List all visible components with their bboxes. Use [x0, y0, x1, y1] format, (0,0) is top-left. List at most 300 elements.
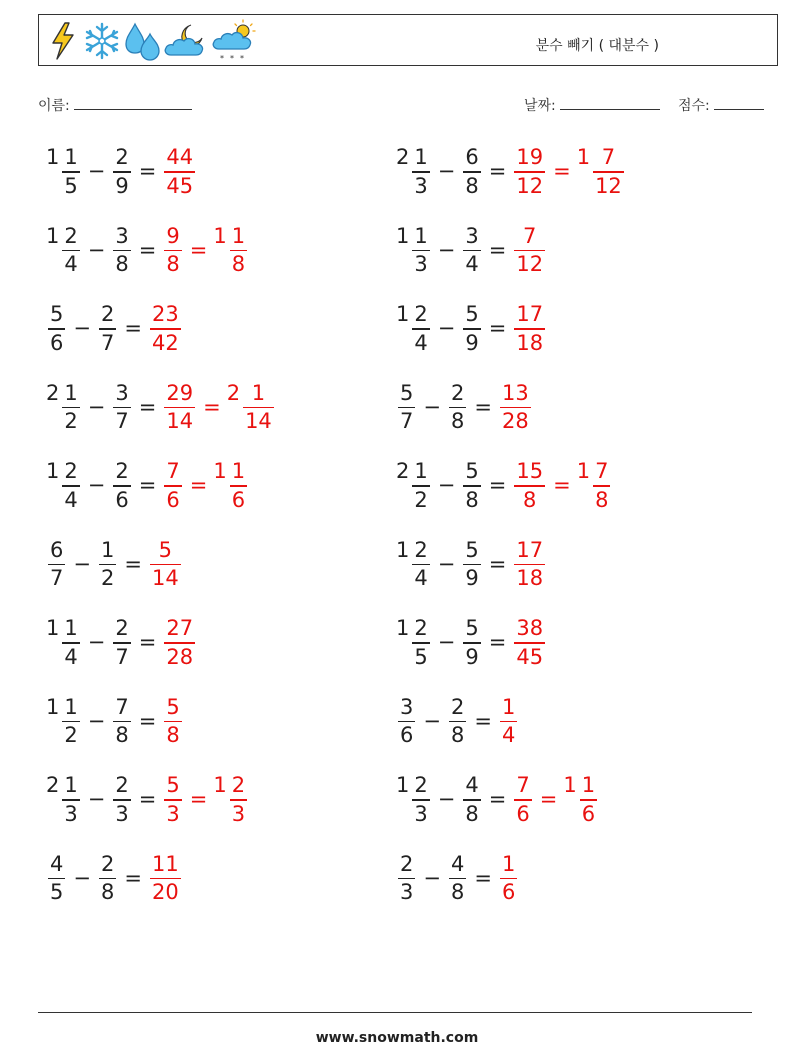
subtrahend-fraction-bar: [113, 407, 130, 409]
minus-sign: −: [423, 394, 441, 419]
subtrahend-denominator: 7: [115, 644, 129, 669]
subtrahend-numerator: 4: [465, 773, 479, 797]
answer-improper: [512, 224, 547, 278]
problem-12: [396, 538, 547, 592]
subtrahend-numerator: 2: [115, 616, 129, 640]
answer-improper-fraction-bar: [164, 721, 181, 723]
subtrahend: [97, 302, 118, 356]
answer-improper: [512, 459, 547, 513]
answer-improper-fraction: [500, 852, 517, 906]
answer-mixed-whole: 1: [213, 773, 227, 797]
problem-19: [46, 852, 183, 906]
minuend: [396, 773, 432, 827]
date-label: 날짜:: [524, 98, 556, 114]
answer-improper-numerator: 13: [501, 380, 529, 405]
minuend-denominator: 2: [64, 723, 78, 748]
minuend-numerator: 5: [50, 302, 64, 326]
problem-15: [46, 695, 184, 749]
snowflake-icon: [81, 21, 123, 61]
subtrahend: [461, 616, 482, 670]
score-field[interactable]: [678, 95, 764, 115]
answer-improper-fraction-bar: [514, 485, 545, 487]
minus-sign: −: [437, 787, 456, 812]
answer-mixed-whole: 1: [576, 459, 591, 483]
answer-mixed-fraction-bar: [593, 171, 624, 173]
answer-improper-denominator: 6: [166, 487, 180, 512]
answer-improper: [498, 695, 519, 749]
answer-improper-denominator: 4: [501, 723, 516, 748]
equals-sign: =: [488, 630, 507, 655]
subtrahend-denominator: 8: [465, 487, 479, 512]
equals-sign: =: [488, 551, 507, 576]
subtrahend-fraction-bar: [463, 564, 480, 566]
answer-mixed-fraction: [230, 459, 247, 513]
subtrahend-fraction: [449, 852, 466, 906]
answer-mixed-numerator: 1: [231, 223, 246, 248]
subtrahend-numerator: 5: [465, 302, 479, 326]
answer-improper-denominator: 6: [516, 801, 530, 826]
answer-improper-numerator: 5: [158, 537, 173, 562]
answer-improper: [148, 852, 183, 906]
answer-mixed: [563, 773, 599, 827]
answer: [512, 773, 599, 827]
answer-improper: [512, 302, 547, 356]
subtrahend-numerator: 2: [450, 380, 465, 405]
subtrahend-denominator: 8: [450, 880, 465, 905]
equals-sign: =: [488, 316, 507, 341]
minuend-fraction-bar: [412, 328, 429, 330]
equals-sign: =: [138, 787, 157, 812]
subtrahend: [111, 224, 132, 278]
answer-mixed-whole: 1: [563, 773, 577, 797]
subtrahend-numerator: 2: [450, 694, 465, 719]
answer: [148, 852, 183, 906]
svg-text:*: *: [240, 54, 244, 63]
answer-improper: [498, 852, 519, 906]
subtrahend: [111, 616, 132, 670]
subtrahend-fraction: [113, 381, 130, 435]
answer-improper-numerator: 1: [501, 851, 516, 876]
answer-improper-fraction: [500, 381, 531, 435]
minuend: [396, 224, 432, 278]
subtrahend-numerator: 2: [100, 851, 115, 876]
minuend: [46, 695, 82, 749]
answer-improper-denominator: 12: [516, 252, 544, 277]
answer-improper-numerator: 1: [501, 694, 516, 719]
minus-sign: −: [73, 551, 91, 576]
answer-mixed: [577, 145, 626, 199]
equals-sign: =: [138, 159, 157, 184]
answer-improper-fraction: [150, 302, 181, 356]
subtrahend-fraction-bar: [449, 407, 466, 409]
subtrahend-fraction-bar: [113, 721, 130, 723]
problem-11: [46, 538, 183, 592]
minuend-numerator: 1: [64, 773, 78, 797]
subtrahend: [461, 224, 482, 278]
subtrahend-denominator: 7: [115, 409, 129, 434]
subtrahend: [111, 695, 132, 749]
answer-improper-numerator: 7: [166, 459, 180, 483]
subtrahend-fraction: [113, 616, 130, 670]
answer-improper-denominator: 28: [166, 644, 194, 669]
answer-improper-fraction: [150, 538, 181, 592]
answer-improper-fraction: [164, 616, 195, 670]
answer-equals-sign: =: [553, 473, 571, 498]
answer-improper-fraction-bar: [150, 328, 181, 330]
subtrahend-fraction-bar: [463, 171, 480, 173]
answer-improper-fraction: [514, 145, 545, 199]
answer-improper: [148, 302, 183, 356]
minus-sign: −: [87, 787, 106, 812]
answer-mixed-fraction: [230, 224, 247, 278]
subtrahend-denominator: 8: [100, 880, 115, 905]
minuend-whole: 2: [396, 459, 410, 483]
answer-mixed-fraction-bar: [593, 485, 610, 487]
minuend-fraction-bar: [62, 642, 79, 644]
answer-mixed-numerator: 7: [601, 145, 616, 169]
subtrahend-denominator: 2: [100, 566, 115, 591]
minuend-denominator: 4: [64, 644, 78, 669]
answer-improper-numerator: 38: [516, 616, 544, 640]
subtrahend-numerator: 5: [465, 616, 479, 640]
problem-7: [46, 381, 276, 435]
minuend-fraction-bar: [412, 485, 429, 487]
answer-mixed-denominator: 8: [231, 252, 246, 277]
minuend-fraction: [398, 381, 415, 435]
minuend-fraction: [412, 145, 429, 199]
minuend-fraction: [412, 616, 429, 670]
minuend-numerator: 1: [64, 380, 78, 405]
equals-sign: =: [474, 394, 492, 419]
minuend-numerator: 6: [50, 537, 64, 562]
answer: [498, 381, 533, 435]
minuend-whole: 1: [46, 145, 60, 169]
answer-improper-fraction-bar: [164, 485, 181, 487]
cloud-sun-snow-icon: [211, 19, 259, 63]
subtrahend-denominator: 8: [465, 173, 479, 198]
answer-improper-denominator: 18: [516, 566, 544, 591]
minuend: [46, 852, 67, 906]
equals-sign: =: [124, 551, 142, 576]
problem-3: [46, 224, 249, 278]
subtrahend-numerator: 3: [115, 380, 129, 405]
minuend-fraction-bar: [62, 485, 79, 487]
minuend-whole: 1: [46, 616, 60, 640]
answer-improper-numerator: 5: [166, 773, 180, 797]
subtrahend-fraction-bar: [449, 721, 466, 723]
minuend-fraction: [62, 459, 79, 513]
answer-improper-denominator: 18: [516, 330, 544, 355]
minuend-fraction-bar: [398, 407, 415, 409]
subtrahend-denominator: 8: [465, 801, 479, 826]
answer-improper-numerator: 7: [516, 773, 530, 797]
minuend-whole: 1: [396, 537, 410, 562]
problem-1: [46, 145, 197, 199]
answer-improper: [162, 224, 183, 278]
subtrahend-fraction: [463, 224, 480, 278]
answer: [148, 538, 183, 592]
answer-improper-numerator: 44: [166, 145, 194, 169]
answer-mixed-whole: 1: [576, 145, 591, 169]
answer-improper-denominator: 45: [516, 644, 544, 669]
answer-improper-numerator: 19: [516, 145, 544, 169]
problem-4: [396, 224, 547, 278]
minuend-numerator: 1: [64, 616, 78, 640]
answer-improper-fraction: [164, 224, 181, 278]
answer-improper-fraction: [164, 145, 195, 199]
minus-sign: −: [87, 708, 106, 733]
answer-improper-denominator: 3: [166, 801, 180, 826]
answer-improper-fraction: [164, 459, 181, 513]
answer-mixed-numerator: 1: [581, 773, 596, 797]
minuend-fraction-bar: [412, 250, 429, 252]
minuend-fraction: [62, 773, 79, 827]
answer-mixed-whole: 1: [213, 459, 227, 483]
subtrahend-fraction: [113, 145, 130, 199]
answer-mixed-fraction: [580, 773, 597, 827]
answer-improper-denominator: 45: [166, 173, 194, 198]
answer-improper-denominator: 8: [523, 487, 537, 512]
svg-text:*: *: [230, 54, 234, 63]
minuend-fraction: [48, 302, 65, 356]
score-blank[interactable]: [714, 96, 764, 110]
answer-improper-numerator: 29: [166, 380, 194, 405]
answer-mixed-denominator: 8: [595, 487, 609, 512]
problem-10: [396, 459, 612, 513]
score-label: 점수:: [678, 98, 710, 114]
minuend-whole: 1: [396, 773, 410, 797]
minuend-numerator: 1: [414, 223, 428, 248]
answer-mixed-whole: 2: [226, 380, 241, 405]
answer-mixed-numerator: 7: [595, 459, 609, 483]
subtrahend: [97, 852, 118, 906]
problem-2: [396, 145, 626, 199]
minuend-numerator: 4: [50, 851, 64, 876]
answer: [162, 459, 249, 513]
answer-improper-fraction: [514, 616, 545, 670]
subtrahend-fraction: [99, 852, 116, 906]
equals-sign: =: [488, 237, 507, 262]
minuend-whole: 2: [46, 773, 60, 797]
answer-mixed-denominator: 6: [231, 487, 246, 512]
equals-sign: =: [138, 473, 157, 498]
answer-improper-numerator: 15: [516, 459, 544, 483]
subtrahend-numerator: 3: [465, 223, 479, 248]
minuend-denominator: 7: [400, 409, 414, 434]
minuend-whole: 1: [46, 223, 60, 248]
minuend-numerator: 5: [400, 380, 414, 405]
equals-sign: =: [124, 316, 142, 341]
problem-18: [396, 773, 599, 827]
svg-text:*: *: [220, 54, 224, 63]
minuend-fraction-bar: [62, 171, 79, 173]
answer-improper-denominator: 28: [501, 409, 529, 434]
subtrahend-fraction-bar: [463, 250, 480, 252]
minuend-fraction-bar: [398, 721, 415, 723]
minuend-fraction: [62, 616, 79, 670]
answer-improper-fraction: [164, 695, 181, 749]
minuend-denominator: 3: [400, 880, 414, 905]
answer-improper-numerator: 5: [166, 694, 180, 719]
water-drops-icon: [125, 20, 161, 62]
equals-sign: =: [488, 159, 507, 184]
name-field[interactable]: [38, 95, 192, 115]
answer-improper: [512, 616, 547, 670]
answer-improper-fraction: [514, 773, 531, 827]
minuend-denominator: 5: [64, 173, 78, 198]
subtrahend: [111, 459, 132, 513]
minus-sign: −: [87, 237, 106, 262]
answer-improper-fraction-bar: [514, 328, 545, 330]
minuend-fraction-bar: [62, 799, 79, 801]
minuend-fraction-bar: [398, 878, 415, 880]
answer-improper-fraction: [514, 459, 545, 513]
equals-sign: =: [124, 865, 142, 890]
answer-mixed: [213, 459, 249, 513]
minuend: [396, 538, 432, 592]
subtrahend-numerator: 5: [465, 459, 479, 483]
minus-sign: −: [437, 237, 456, 262]
minuend-fraction-bar: [412, 642, 429, 644]
minuend-denominator: 5: [414, 644, 428, 669]
minuend-fraction-bar: [62, 721, 79, 723]
equals-sign: =: [474, 708, 492, 733]
minuend: [396, 145, 432, 199]
minus-sign: −: [73, 865, 91, 890]
answer-equals-sign: =: [539, 787, 558, 812]
answer-improper-fraction-bar: [150, 564, 181, 566]
minuend-denominator: 2: [414, 487, 428, 512]
answer-mixed-fraction-bar: [243, 407, 274, 409]
minuend-fraction-bar: [62, 250, 79, 252]
minuend-numerator: 2: [400, 851, 414, 876]
answer: [512, 616, 547, 670]
minuend-numerator: 2: [414, 616, 428, 640]
date-blank[interactable]: [560, 96, 660, 110]
subtrahend-numerator: 5: [465, 537, 479, 562]
answer-improper-denominator: 14: [151, 566, 179, 591]
problem-9: [46, 459, 249, 513]
answer-improper-numerator: 23: [151, 302, 179, 326]
subtrahend: [461, 145, 482, 199]
subtrahend-fraction: [113, 224, 130, 278]
subtrahend-fraction-bar: [113, 250, 130, 252]
minuend: [396, 616, 432, 670]
minus-sign: −: [87, 394, 106, 419]
answer-mixed-whole: 1: [213, 223, 227, 248]
answer-improper: [162, 773, 183, 827]
minuend-denominator: 4: [414, 330, 428, 355]
lightning-icon: [47, 21, 79, 61]
minuend-fraction: [412, 302, 429, 356]
answer-improper-numerator: 9: [166, 223, 180, 248]
answer-mixed-fraction: [593, 459, 610, 513]
minuend-fraction-bar: [412, 171, 429, 173]
answer: [498, 695, 519, 749]
minuend-denominator: 4: [64, 252, 78, 277]
subtrahend-numerator: 3: [115, 223, 129, 248]
minuend-fraction: [62, 381, 79, 435]
answer-improper-fraction-bar: [150, 878, 181, 880]
minus-sign: −: [87, 630, 106, 655]
minuend-whole: 1: [396, 302, 410, 326]
date-field[interactable]: [524, 95, 660, 115]
minuend-fraction-bar: [412, 564, 429, 566]
equals-sign: =: [488, 473, 507, 498]
subtrahend-fraction-bar: [99, 328, 116, 330]
minuend-fraction-bar: [412, 799, 429, 801]
answer-improper-fraction-bar: [500, 721, 517, 723]
answer-improper-fraction-bar: [514, 642, 545, 644]
answer-improper: [162, 459, 183, 513]
answer-mixed-fraction: [243, 381, 274, 435]
answer-improper: [162, 381, 197, 435]
problem-17: [46, 773, 249, 827]
minuend-numerator: 2: [414, 302, 428, 326]
answer-improper: [512, 145, 547, 199]
answer-mixed-numerator: 2: [231, 773, 246, 797]
subtrahend-fraction-bar: [99, 564, 116, 566]
minuend: [46, 302, 67, 356]
minuend-fraction: [48, 852, 65, 906]
answer-improper-numerator: 11: [151, 851, 179, 876]
subtrahend-fraction: [463, 616, 480, 670]
subtrahend-fraction: [113, 773, 130, 827]
answer-improper: [162, 695, 183, 749]
answer-equals-sign: =: [189, 473, 208, 498]
minuend-numerator: 2: [414, 537, 428, 562]
answer: [162, 145, 197, 199]
answer-improper-denominator: 42: [151, 330, 179, 355]
minuend-numerator: 2: [414, 773, 428, 797]
subtrahend-numerator: 2: [115, 773, 129, 797]
answer-mixed-fraction: [230, 773, 247, 827]
minuend-fraction: [412, 773, 429, 827]
subtrahend-denominator: 9: [465, 566, 479, 591]
subtrahend-denominator: 7: [100, 330, 115, 355]
subtrahend-fraction-bar: [99, 878, 116, 880]
subtrahend-denominator: 9: [465, 330, 479, 355]
answer-improper: [148, 538, 183, 592]
answer-improper-fraction-bar: [500, 878, 517, 880]
answer-mixed-numerator: 1: [251, 380, 266, 405]
answer-improper-fraction-bar: [164, 171, 195, 173]
minuend-denominator: 3: [414, 173, 428, 198]
minuend-numerator: 1: [64, 145, 78, 169]
subtrahend-fraction-bar: [113, 485, 130, 487]
subtrahend-fraction: [449, 381, 466, 435]
answer-improper-denominator: 12: [516, 173, 544, 198]
subtrahend: [447, 381, 468, 435]
subtrahend: [111, 773, 132, 827]
minuend-denominator: 2: [64, 409, 78, 434]
minuend-fraction-bar: [48, 564, 65, 566]
problem-6: [396, 302, 547, 356]
subtrahend-fraction-bar: [113, 171, 130, 173]
minuend-denominator: 4: [414, 566, 428, 591]
subtrahend-denominator: 8: [450, 723, 465, 748]
answer-improper-fraction: [514, 302, 545, 356]
minuend-denominator: 6: [400, 723, 414, 748]
subtrahend-denominator: 8: [115, 252, 129, 277]
minuend-fraction-bar: [62, 407, 79, 409]
subtrahend: [447, 852, 468, 906]
subtrahend-numerator: 2: [115, 459, 129, 483]
subtrahend: [461, 538, 482, 592]
name-blank[interactable]: [74, 96, 192, 110]
answer: [162, 773, 249, 827]
answer-improper-denominator: 6: [501, 880, 516, 905]
